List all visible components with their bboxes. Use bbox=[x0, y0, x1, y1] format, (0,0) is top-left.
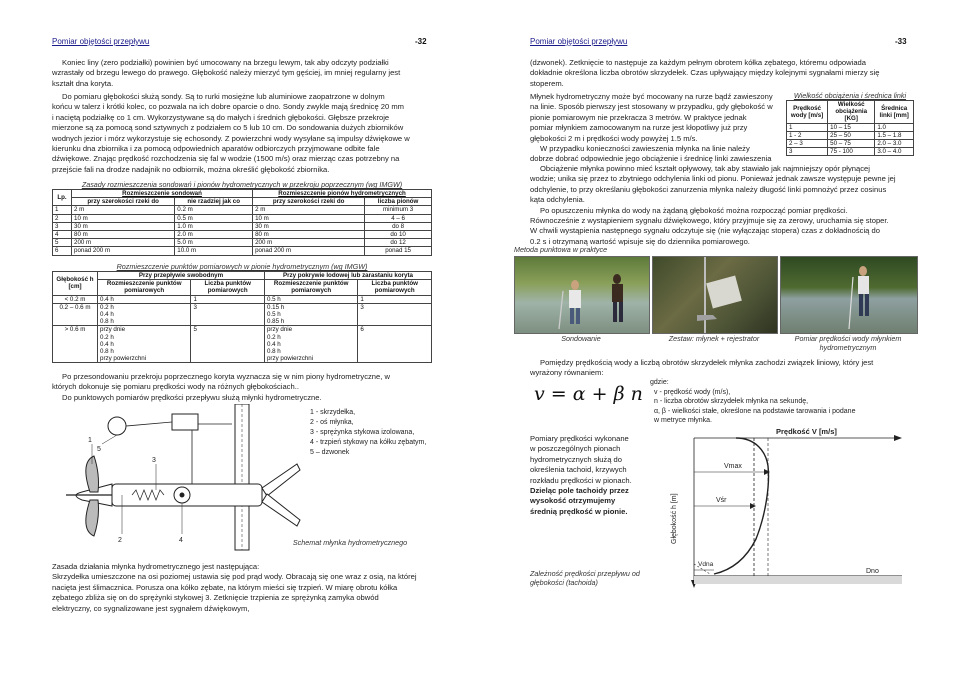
table-cell: 1.5 – 1.8 bbox=[875, 131, 914, 139]
mlynek-paragraph bbox=[530, 92, 784, 165]
legend-item: 5 – dzwonek bbox=[310, 449, 350, 456]
riverbed bbox=[694, 576, 902, 584]
cell-line: 0.85 h bbox=[266, 318, 285, 326]
table-cell: do 12 bbox=[365, 239, 432, 247]
text-line: Obciążenie młynka powinno mieć kształt opływowy, tak aby stawiało jak najmniejszy opór płynącej bbox=[540, 164, 870, 173]
table-row bbox=[53, 303, 432, 326]
text-line: gdzie: bbox=[650, 379, 669, 386]
table-cell: 3.0 – 4.0 bbox=[875, 148, 914, 156]
text-line: Koniec liny (zero podziałki) powinien być umocowany na brzegu lewym, tak aby odczyty podziałki bbox=[62, 58, 389, 67]
table-cell: 1 bbox=[53, 206, 72, 214]
table-header: Rozmieszczenie punktów pomiarowych bbox=[98, 280, 191, 295]
cell-line: 0.15 h bbox=[266, 303, 285, 311]
table-row bbox=[53, 247, 432, 255]
table-row bbox=[787, 131, 914, 139]
table-cell: 6 bbox=[358, 326, 432, 363]
table-cell: 75 - 100 bbox=[828, 148, 875, 156]
text-line: końcu w talerz i krótki kolec, co pozwala na ich dobre oparcie o dno. Sondy zwykle mają średnicę 20 mm bbox=[52, 102, 405, 112]
text-line: Do punktowych pomiarów prędkości przepływu służą młynki hydrometryczne. bbox=[62, 392, 322, 402]
intro-paragraph bbox=[52, 58, 432, 89]
table-cell: 0.5 m bbox=[175, 214, 253, 222]
text-line: W chwili wystąpienia następnego sygnału odczytuje się (nie wyłączając stopera) czas z dokładnością do bbox=[530, 226, 880, 236]
table-header: przy szerokości rzeki do bbox=[72, 198, 175, 206]
table-cell bbox=[264, 303, 357, 326]
text-line: n - liczba obrotów skrzydełek młynka na sekundę, bbox=[654, 398, 809, 405]
vmax-label: Vmax bbox=[724, 463, 742, 470]
table-cell: 30 m bbox=[253, 222, 365, 230]
table-cell: 1 - 2 bbox=[787, 131, 828, 139]
table-cell bbox=[264, 295, 357, 303]
cell-line: 0.4 h bbox=[100, 295, 114, 303]
points-table bbox=[52, 271, 432, 363]
table-cell: 2 m bbox=[253, 206, 365, 214]
table1-caption: Zasady rozmieszczenia sondowań i pionów hydrometrycznych w przekroju poprzecznym (wg IMGW) bbox=[81, 180, 403, 189]
text-line: i naciętą podziałkę co 1 cm. Wykorzystywane są do małych i średnich głębokości. Głębsze przekroje bbox=[52, 112, 390, 122]
legend-item: 3 - sprężynka stykowa izolowana, bbox=[310, 429, 415, 436]
table-cell: 200 m bbox=[72, 239, 175, 247]
cell-line: przy dnie bbox=[100, 326, 126, 334]
text-line: na linie. Sposób pierwszy jest stosowany w przypadku, gdy głębokość w bbox=[530, 102, 773, 112]
y-axis-title: Głębokość h [m] bbox=[671, 493, 678, 544]
signal-wire bbox=[192, 424, 232, 484]
tail-fin bbox=[262, 494, 300, 526]
table-header: przy szerokości rzeki do bbox=[253, 198, 365, 206]
meter-body bbox=[112, 484, 262, 506]
right-page bbox=[480, 0, 959, 676]
cell-line: przy powierzchni bbox=[100, 355, 147, 363]
text-line: w metryce młynka. bbox=[654, 417, 712, 424]
diagram-number-1: 1 bbox=[88, 437, 92, 444]
table-header: Średnica linki [mm] bbox=[875, 101, 914, 124]
text-line: kąta odchylenia. bbox=[530, 195, 585, 205]
text-line: Dzieląc pole tachoidy przez bbox=[530, 486, 629, 496]
caption-line: głębokości (tachoida) bbox=[530, 578, 598, 587]
table-cell: 1 bbox=[358, 295, 432, 303]
table-header: nie rzadziej jak co bbox=[175, 198, 253, 206]
cell-line: 0.2 h bbox=[266, 333, 281, 341]
table-cell: 1 bbox=[191, 295, 265, 303]
velocity-formula: v = α + β n bbox=[534, 383, 643, 405]
tail-fin bbox=[262, 464, 300, 496]
text-line: wodnych jezior i mórz wykorzystuje się echosondy. Z powierzchni wody wysyłane są impulsy dźwiękowe w bbox=[52, 133, 410, 143]
table-cell: ponad 200 m bbox=[253, 247, 365, 255]
text-line: odchylenie, to przy określaniu głębokości zanurzenia młynka należy długość linki pomnożyć przez cosinus bbox=[530, 184, 887, 194]
text-line: mierzone są za pomocą sond sztywnych z podziałem co 5 lub 10 cm. Do sondowania dużych zbiorników bbox=[52, 123, 404, 133]
propeller-blade bbox=[86, 500, 99, 536]
table-header: Lp. bbox=[53, 190, 72, 206]
text-line: wzrastały od brzegu lewego do prawego. Głębokość należy mierzyć tym gęściej, im mniej regularny jest bbox=[52, 68, 401, 78]
caption-line: Zależność prędkości przepływu od bbox=[530, 569, 640, 578]
velocity-paragraph bbox=[52, 372, 432, 403]
text-line: Pomiary prędkości wykonane bbox=[530, 434, 629, 443]
diagram-caption: Schemat młynka hydrometrycznego bbox=[292, 538, 408, 547]
left-page-number: -32 bbox=[415, 37, 427, 46]
cell-line: przy powierzchni bbox=[266, 355, 314, 363]
table-cell: 80 m bbox=[253, 231, 365, 239]
text-line: pionie pomiarowym nie przekracza 3 metrów. W praktyce jednak bbox=[530, 112, 747, 122]
table-cell: 200 m bbox=[253, 239, 365, 247]
table-cell: 3 bbox=[787, 148, 828, 156]
table-header: Rozmieszczenie pionów hydrometrycznych bbox=[253, 190, 432, 198]
table-cell: minimum 3 bbox=[365, 206, 432, 214]
table-row bbox=[53, 231, 432, 239]
table-cell: 10 m bbox=[72, 214, 175, 222]
text-line: pomiar młynkiem zamocowanym na rurze jest kłopotliwy już przy bbox=[530, 123, 748, 133]
obciazenie-paragraph bbox=[530, 164, 914, 247]
table-row bbox=[787, 123, 914, 131]
x-axis-title: Prędkość V [m/s] bbox=[776, 427, 837, 436]
cell-line: 0.5 h bbox=[266, 311, 281, 319]
text-line: wodzie; unika się przez to zbytniego odchylenia linki od pionu. Ponieważ jednak zawsze występuje pewne jej bbox=[530, 174, 896, 184]
text-line: kształt dna koryta. bbox=[52, 78, 114, 88]
table-cell: 30 m bbox=[72, 222, 175, 230]
top-paragraph bbox=[530, 58, 910, 89]
table-cell: 5.0 m bbox=[175, 239, 253, 247]
table-header: Liczba punktów pomiarowych bbox=[358, 280, 432, 295]
relation-paragraph bbox=[530, 358, 914, 379]
text-line: Pomiędzy prędkością wody a liczbą obrotów skrzydełek młynka zachodzi związek liniowy, który jest bbox=[540, 358, 874, 367]
vsr-label: Vśr bbox=[716, 497, 727, 504]
text-line: (dzwonek). Zetknięcie to następuje za każdym pełnym obrotem kółka zębatego, któremu odpowiada bbox=[530, 58, 866, 67]
photo-caption-1: Sondowanie bbox=[561, 334, 601, 343]
table-cell: 3 bbox=[53, 222, 72, 230]
text-line: Po opuszczeniu młynka do wody na żądaną głębokość można rozpocząć pomiar prędkości. bbox=[540, 205, 848, 215]
table-row bbox=[53, 222, 432, 230]
table-cell bbox=[264, 326, 357, 363]
table-header: Rozmieszczenie punktów pomiarowych bbox=[264, 280, 357, 295]
table-header: Prędkość wody [m/s] bbox=[787, 101, 828, 124]
table-cell: 3 bbox=[358, 303, 432, 326]
text-line: dźwiękowe. Znając prędkość rozchodzenia się fal w wodzie (1500 m/s) oraz mierząc czas potrzebny na bbox=[52, 154, 400, 164]
cell-line: 0.8 h bbox=[100, 318, 114, 326]
table-cell: 0.2 m bbox=[175, 206, 253, 214]
cell-line: 0.4 h bbox=[100, 340, 114, 348]
table-row bbox=[53, 239, 432, 247]
text-line: dokładnie określona liczba obrotów skrzydełek. Czas upływający między kolejnymi sygnałami mierzy się bbox=[530, 68, 880, 78]
table-cell: ponad 200 m bbox=[72, 247, 175, 255]
table-cell: < 0.2 m bbox=[53, 295, 98, 303]
table-header: liczba pionów bbox=[365, 198, 432, 206]
table-cell: 2 – 3 bbox=[787, 140, 828, 148]
text-line: stoperem. bbox=[530, 78, 564, 88]
table-cell: do 10 bbox=[365, 231, 432, 239]
meter-recorder-icon bbox=[653, 257, 777, 333]
x-axis-arrow bbox=[894, 435, 902, 441]
text-line: rozkładu prędkości w pionach. bbox=[530, 475, 632, 485]
text-line: głębokości 2 m i prędkości wody powyżej 1.5 m/s. bbox=[530, 133, 698, 143]
photo-caption-3: Pomiar prędkości wody młynkiem hydrometrycznym bbox=[794, 334, 902, 352]
legend-item: 1 - skrzydełka, bbox=[310, 409, 356, 416]
table-cell: 1 bbox=[787, 123, 828, 131]
table-cell: 4 bbox=[53, 231, 72, 239]
table-cell: 0.2 – 0.6 m bbox=[53, 303, 98, 326]
text-line: W przypadku konieczności zawieszenia młynka na linie należy bbox=[540, 144, 750, 154]
diagram-number-5: 5 bbox=[97, 446, 101, 453]
cell-line: 0.8 h bbox=[100, 348, 114, 356]
table-header: Głębokość h [cm] bbox=[53, 272, 98, 296]
table-cell bbox=[98, 295, 191, 303]
right-header-title: Pomiar objętości przepływu bbox=[530, 37, 628, 46]
text-line: 0.2 s i otrzymaną wartość wpisuje się do dziennika pomiarowego. bbox=[530, 236, 750, 246]
velocity-profile-diagram bbox=[666, 424, 916, 590]
text-line: Równocześnie z wystąpieniem sygnału dźwiękowego, który przyjmuje się za zerowy, uruchamia się stoper. bbox=[530, 216, 889, 226]
table-cell bbox=[98, 303, 191, 326]
table-header: Przy pokrywie lodowej lub zarastaniu koryta bbox=[264, 272, 431, 280]
left-header-title: Pomiar objętości przepływu bbox=[52, 37, 150, 46]
photo-zestaw bbox=[652, 256, 778, 334]
photo-sondowanie bbox=[514, 256, 650, 334]
text-line: określenia tachoid, krzywych bbox=[530, 465, 627, 475]
diagram-number-3: 3 bbox=[152, 457, 156, 464]
text-line: w poszczególnych pionach bbox=[530, 444, 621, 454]
cell-line: 0.8 h bbox=[266, 348, 281, 356]
legend-item: 4 - trzpień stykowy na kółku zębatym, bbox=[310, 439, 427, 446]
cell-line: 0.4 h bbox=[266, 340, 281, 348]
text-line: v - prędkość wody (m/s), bbox=[654, 388, 731, 396]
table-cell: 2.0 m bbox=[175, 231, 253, 239]
cell-line: przy dnie bbox=[266, 326, 293, 334]
table-row bbox=[53, 214, 432, 222]
load-table bbox=[786, 100, 914, 156]
table-cell: do 8 bbox=[365, 222, 432, 230]
bell-icon bbox=[108, 417, 126, 435]
diagram-number-4: 4 bbox=[179, 537, 183, 544]
table-cell: 5 bbox=[191, 326, 265, 363]
table-cell: 4 – 6 bbox=[365, 214, 432, 222]
table-header: Przy przepływie swobodnym bbox=[98, 272, 265, 280]
table-header: Liczba punktów pomiarowych bbox=[191, 280, 265, 295]
table-cell: ponad 15 bbox=[365, 247, 432, 255]
text-line: przejście fali na drodze nadajnik no odbiornik, można określić głębokość zbiornika. bbox=[52, 164, 330, 174]
current-meter-diagram bbox=[52, 404, 307, 552]
table-cell: 5 bbox=[53, 239, 72, 247]
text-line: średnią prędkość w pionie. bbox=[530, 506, 628, 516]
sounding-table bbox=[52, 189, 432, 256]
text-line: hydrometrycznych służą do bbox=[530, 454, 623, 464]
vdna-label: Vdna bbox=[698, 561, 714, 568]
left-page bbox=[0, 0, 479, 676]
table-cell: 80 m bbox=[72, 231, 175, 239]
cell-line: 0.5 h bbox=[266, 295, 281, 303]
diagram-legend bbox=[310, 408, 426, 458]
cell-line: 0.2 h bbox=[100, 333, 114, 341]
profile-caption bbox=[530, 569, 640, 587]
table3-caption: Wielkość obciążenia i średnica linki bbox=[793, 91, 907, 100]
table2-caption: Rozmieszczenie punktów pomiarowych w pionie hydrometrycznym (wg IMGW) bbox=[116, 262, 368, 271]
table-cell: > 0.6 m bbox=[53, 326, 98, 363]
table-header: Wielkość obciążenia [KG] bbox=[828, 101, 875, 124]
table-cell: 1.0 bbox=[875, 123, 914, 131]
text-line: dobrze dobrać odpowiednie jego obciążenie i średnicę linki zawieszenia bbox=[530, 154, 772, 164]
contact-box bbox=[172, 414, 198, 430]
table-cell: 2 bbox=[53, 214, 72, 222]
table-row bbox=[53, 326, 432, 363]
table-cell bbox=[98, 326, 191, 363]
text-line: nacięta jest ślimacznica. Porusza ona kółko zębate, na którym mieści się trzpień. W miarę obrotu kółka bbox=[52, 582, 398, 592]
photo-pomiar bbox=[780, 256, 918, 334]
formula-legend bbox=[650, 378, 915, 426]
cell-line: 0.4 h bbox=[100, 311, 114, 319]
text-line: Do pomiaru głębokości służą sondy. Są to rurki mosiężne lub aluminiowe zaopatrzone w dolnym bbox=[62, 92, 385, 101]
photo-caption-2: Zestaw: młynek + rejestrator bbox=[668, 334, 760, 343]
text-line: wysokość otrzymujemy bbox=[530, 496, 616, 506]
sondy-paragraph bbox=[52, 92, 432, 175]
text-line: wyrażony równaniem: bbox=[530, 368, 604, 378]
table-cell: 1.0 m bbox=[175, 222, 253, 230]
person-measuring-icon bbox=[781, 257, 917, 333]
profile-paragraph bbox=[530, 434, 662, 517]
table-cell: 2 m bbox=[72, 206, 175, 214]
cell-line: 0.2 h bbox=[100, 303, 114, 311]
dno-label: Dno bbox=[866, 568, 879, 575]
table-cell: 25 – 50 bbox=[828, 131, 875, 139]
text-line: α, β - wielkości stałe, określone na podstawie tarowania i podane bbox=[654, 407, 856, 415]
mechanism-paragraph bbox=[52, 562, 432, 614]
text-line: kierunku dna zbiornika i za pomocą odpowiednich aparatów odbiorczych przyjmowane odbite fale bbox=[52, 144, 380, 154]
table-row bbox=[787, 148, 914, 156]
diagram-number-2: 2 bbox=[118, 537, 122, 544]
legend-item: 2 - oś młynka, bbox=[310, 419, 354, 426]
table-cell: 10.0 m bbox=[175, 247, 253, 255]
table-row bbox=[787, 140, 914, 148]
table-cell: 3 bbox=[191, 303, 265, 326]
table-row bbox=[53, 295, 432, 303]
text-line: Po przesondowaniu przekroju poprzecznego koryta wyznacza się w nim piony hydrometryczne, w bbox=[62, 372, 390, 381]
table-row bbox=[53, 206, 432, 214]
sounding-people-icon bbox=[515, 257, 649, 333]
text-line: Skrzydełka umieszczone na osi poziomej ustawia się pod prąd wody. Obracają się one wraz z osią, na której bbox=[52, 572, 417, 582]
text-line: zębatego zbliża się on do sprężynki stykowej 3. Zetknięcie trzpienia ze sprężynką zamyka obwód bbox=[52, 593, 379, 603]
right-page-number: -33 bbox=[895, 37, 907, 46]
text-line: elektryczny, co sygnalizowane jest sygnałem dźwiękowym, bbox=[52, 603, 250, 613]
table-cell: 10 m bbox=[253, 214, 365, 222]
table-cell: 6 bbox=[53, 247, 72, 255]
table-cell: 2.0 – 3.0 bbox=[875, 140, 914, 148]
photo-strip-caption: Metoda punktowa w praktyce bbox=[514, 245, 608, 254]
text-line: Zasada działania młynka hydrometrycznego jest następująca: bbox=[52, 562, 260, 571]
table-cell: 50 – 75 bbox=[828, 140, 875, 148]
text-line: Młynek hydrometryczny może być mocowany na rurze bądź zawieszony bbox=[530, 92, 773, 101]
text-line: których dokonuje się pomiaru prędkości wody na różnych głębokościach.. bbox=[52, 382, 299, 392]
table-header: Rozmieszczenie sondowań bbox=[72, 190, 253, 198]
table-cell: 10 – 15 bbox=[828, 123, 875, 131]
